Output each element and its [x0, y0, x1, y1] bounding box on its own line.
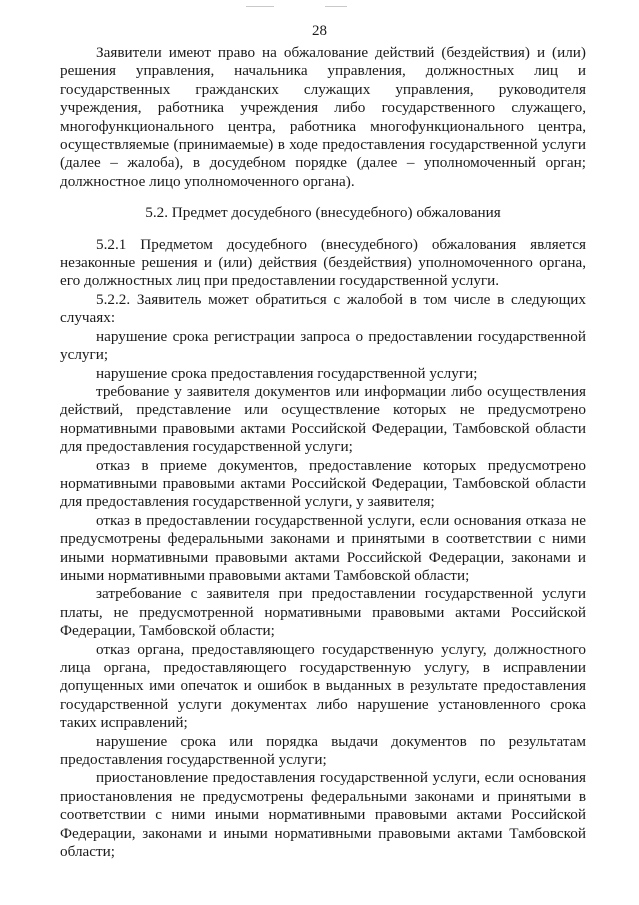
list-item: отказ в предоставлении государственной услуги, если основания отказа не предусмотрены федеральными законами и принятыми в соответствии с ними иными нормативными правовыми актами Российской Федерации, законами и иными нормативными правовыми актами Тамбовской области;: [60, 511, 586, 584]
list-item: нарушение срока регистрации запроса о предоставлении государственной услуги;: [60, 327, 586, 364]
list-item: требование у заявителя документов или информации либо осуществления действий, представление или осуществление которых не предусмотрено нормативными правовыми актами Российской Федерации, Тамбовской области для предоставления государственной услуги;: [60, 382, 586, 456]
section-heading: 5.2. Предмет досудебного (внесудебного) обжалования: [145, 204, 501, 222]
list-item: затребование с заявителя при предоставлении государственной услуги платы, не предусмотренной нормативными правовыми актами Российской Федерации, Тамбовской области;: [60, 585, 586, 640]
scan-artifact-mark: [246, 6, 274, 7]
list-item: отказ органа, предоставляющего государственную услугу, должностного лица органа, предоставляющего государственную услугу, в исправлении допущенных ими опечаток и ошибок в выданных в результате предоставления государственной услуги документах либо нарушение установленного срока таких исправлений;: [60, 640, 586, 732]
body-paragraph: Заявители имеют право на обжалование действий (бездействия) и (или) решения управления, начальника управления, должностных лиц и государственных гражданских служащих управления, руководителя учреждения, работника учреждения либо государственного служащего, многофункционального центра, работника многофункционального центра, осуществляемые (принимаемые) в ходе предоставления государственной услуги (далее – жалоба), в досудебном порядке (далее – уполномоченный орган; должностное лицо уполномоченного органа).: [60, 44, 586, 190]
list-item: нарушение срока предоставления государственной услуги;: [96, 364, 478, 382]
body-paragraph: 5.2.1 Предметом досудебного (внесудебного) обжалования является незаконные решения и (или) действия (бездействия) уполномоченного органа, его должностных лиц при предоставлении государственной услуги.: [60, 235, 586, 290]
document-body: [60, 44, 586, 861]
list-item: нарушение срока или порядка выдачи документов по результатам предоставления государственной услуги;: [60, 732, 586, 769]
body-paragraph: 5.2.2. Заявитель может обратиться с жалобой в том числе в следующих случаях:: [60, 290, 586, 327]
page-number: 28: [312, 23, 327, 39]
scan-artifact-mark: [325, 6, 347, 7]
list-item: отказ в приеме документов, предоставление которых предусмотрено нормативными правовыми актами Российской Федерации, Тамбовской области для предоставления государственной услуги, у заявителя;: [60, 456, 586, 511]
list-item: приостановление предоставления государственной услуги, если основания приостановления не предусмотрены федеральными законами и принятыми в соответствии с ними иными нормативными правовыми актами Российской Федерации, законами и иными нормативными правовыми актами Тамбовской области;: [60, 769, 586, 861]
